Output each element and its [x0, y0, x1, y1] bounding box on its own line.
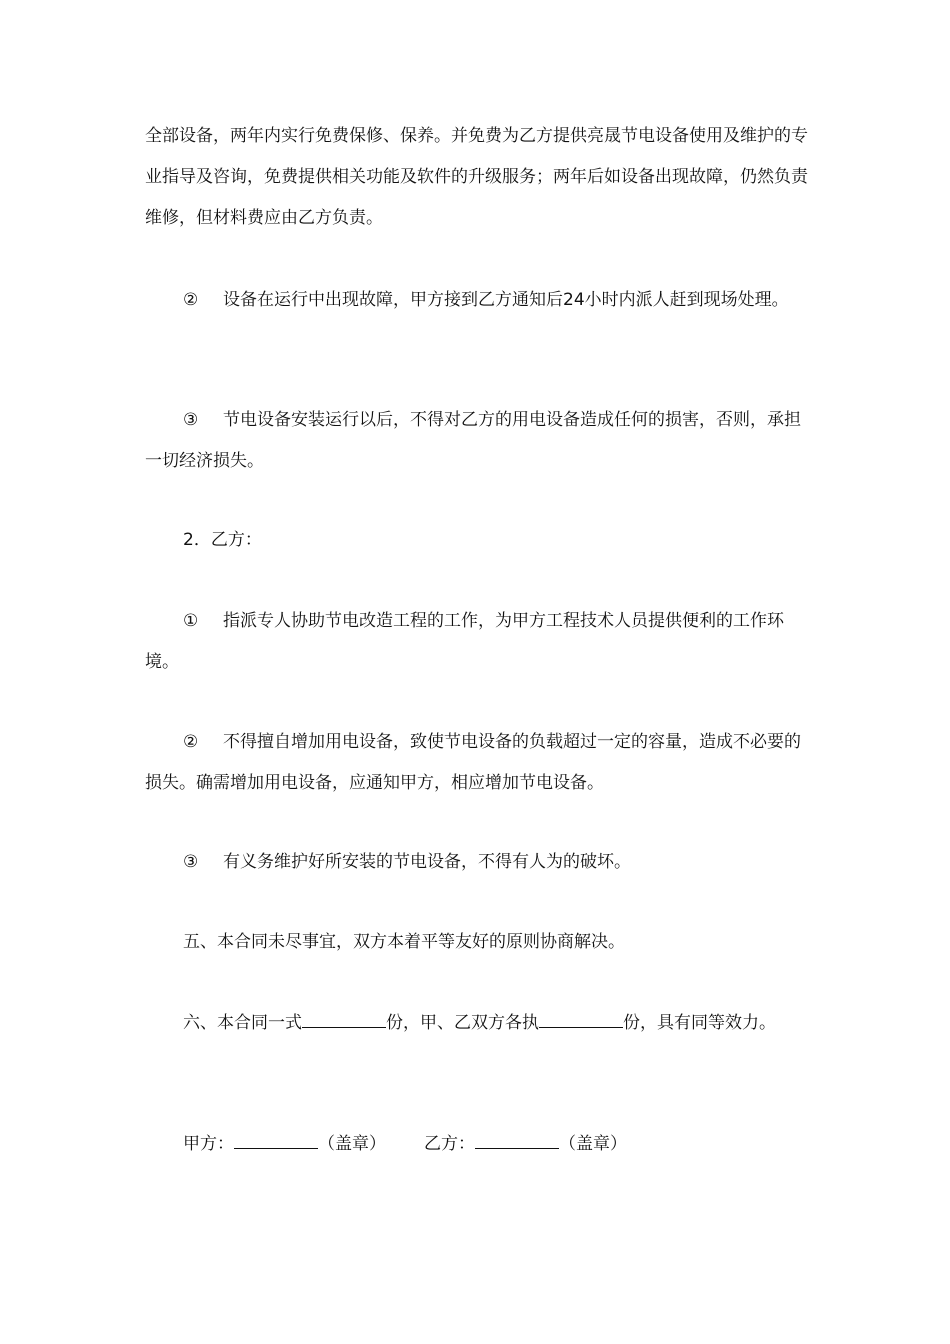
section-heading-party-b: [145, 520, 810, 561]
list-marker: ③: [183, 410, 199, 430]
paragraph-warranty: [145, 116, 810, 239]
clause-five-text: 五、本合同未尽事宜，双方本着平等友好的原则协商解决。: [183, 932, 625, 952]
party-a-label: 甲方：: [183, 1134, 234, 1154]
list-marker: ②: [183, 732, 199, 752]
party-a-seal: （盖章）: [318, 1134, 386, 1154]
section-heading-party-b-text: 2．乙方：: [183, 530, 262, 550]
clause-six-text-a: 六、本合同一式: [183, 1013, 302, 1033]
paragraph-maintain-equipment-text: 有义务维护好所安装的节电设备，不得有人为的破坏。: [223, 852, 631, 872]
paragraph-fault-response-text: 设备在运行中出现故障，甲方接到乙方通知后24小时内派人赶到现场处理。: [223, 290, 789, 310]
list-marker: ③: [183, 852, 199, 872]
list-marker: ②: [183, 290, 199, 310]
party-b-label: 乙方：: [424, 1134, 475, 1154]
signature-row: [183, 1124, 627, 1165]
list-marker: ①: [183, 611, 199, 631]
party-b-signature-blank[interactable]: [475, 1131, 559, 1149]
clause-six: [145, 1003, 810, 1044]
copies-each-blank[interactable]: [539, 1010, 623, 1028]
paragraph-no-damage: [145, 400, 810, 482]
paragraph-no-extra-equipment: [145, 722, 810, 804]
paragraph-assign-staff-text: 指派专人协助节电改造工程的工作，为甲方工程技术人员提供便利的工作环境。: [145, 611, 784, 672]
party-a-signature-blank[interactable]: [234, 1131, 318, 1149]
clause-six-text-b: 份，甲、乙双方各执: [386, 1013, 539, 1033]
paragraph-no-damage-text: 节电设备安装运行以后，不得对乙方的用电设备造成任何的损害，否则，承担一切经济损失。: [145, 410, 801, 471]
party-b-seal: （盖章）: [559, 1134, 627, 1154]
copies-total-blank[interactable]: [302, 1010, 386, 1028]
clause-six-text-c: 份，具有同等效力。: [623, 1013, 776, 1033]
paragraph-maintain-equipment: [145, 842, 810, 883]
paragraph-fault-response: [145, 280, 810, 321]
paragraph-assign-staff: [145, 601, 810, 683]
paragraph-no-extra-equipment-text: 不得擅自增加用电设备，致使节电设备的负载超过一定的容量，造成不必要的损失。确需增加用电设备，应通知甲方，相应增加节电设备。: [145, 732, 801, 793]
clause-five: [145, 922, 810, 963]
paragraph-warranty-text: 全部设备，两年内实行免费保修、保养。并免费为乙方提供亮晟节电设备使用及维护的专业指导及咨询，免费提供相关功能及软件的升级服务；两年后如设备出现故障，仍然负责维修，但材料费应由乙方负责。: [145, 126, 808, 228]
